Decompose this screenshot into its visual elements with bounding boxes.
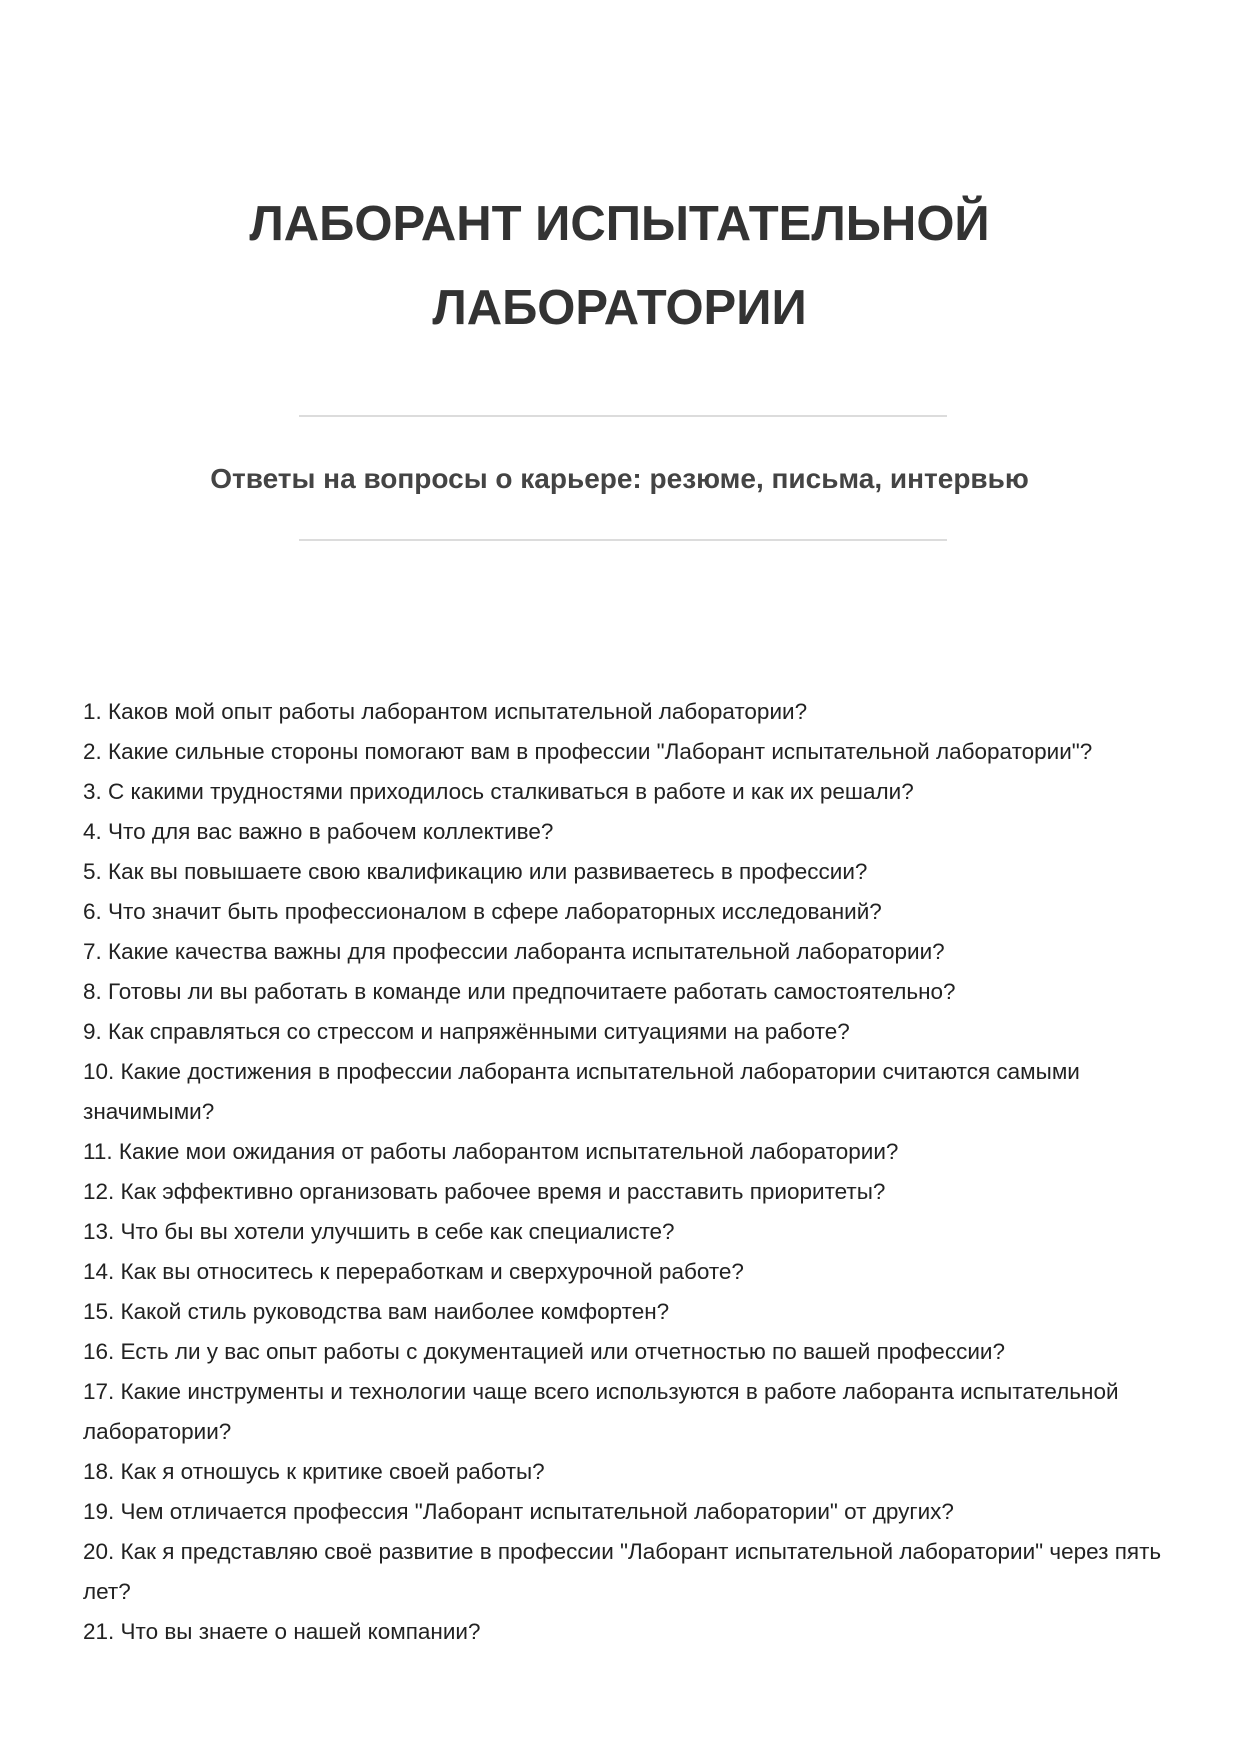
question-item-13: 13. Что бы вы хотели улучшить в себе как специалисте? (83, 1219, 675, 1244)
question-item-2: 2. Какие сильные стороны помогают вам в профессии "Лаборант испытательной лаборатории"? (83, 739, 1093, 764)
question-item-17: 17. Какие инструменты и технологии чаще всего используются в работе лаборанта испытательной лаборатории? (83, 1379, 1119, 1444)
divider-top (299, 415, 947, 417)
question-item-20: 20. Как я представляю своё развитие в профессии "Лаборант испытательной лаборатории" через пять лет? (83, 1539, 1162, 1604)
question-item-5: 5. Как вы повышаете свою квалификацию или развиваетесь в профессии? (83, 859, 868, 884)
question-item-1: 1. Каков мой опыт работы лаборантом испытательной лаборатории? (83, 699, 808, 724)
question-item-18: 18. Как я отношусь к критике своей работы? (83, 1459, 545, 1484)
question-item-6: 6. Что значит быть профессионалом в сфере лабораторных исследований? (83, 899, 882, 924)
question-item-4: 4. Что для вас важно в рабочем коллективе? (83, 819, 554, 844)
question-item-15: 15. Какой стиль руководства вам наиболее комфортен? (83, 1299, 670, 1324)
question-item-21: 21. Что вы знаете о нашей компании? (83, 1619, 481, 1644)
question-item-7: 7. Какие качества важны для профессии лаборанта испытательной лаборатории? (83, 939, 945, 964)
question-item-16: 16. Есть ли у вас опыт работы с документацией или отчетностью по вашей профессии? (83, 1339, 1005, 1364)
page-subtitle: Ответы на вопросы о карьере: резюме, письма, интервью (210, 463, 1029, 494)
question-item-11: 11. Какие мои ожидания от работы лаборантом испытательной лаборатории? (83, 1139, 899, 1164)
title-line-2: ЛАБОРАТОРИИ (432, 281, 807, 335)
page-title (150, 182, 1089, 350)
title-line-1: ЛАБОРАНТ ИСПЫТАТЕЛЬНОЙ (249, 197, 990, 251)
question-item-3: 3. С какими трудностями приходилось сталкиваться в работе и как их решали? (83, 779, 914, 804)
question-item-8: 8. Готовы ли вы работать в команде или предпочитаете работать самостоятельно? (83, 979, 956, 1004)
questions-list (83, 692, 1163, 1652)
question-item-19: 19. Чем отличается профессия "Лаборант испытательной лаборатории" от других? (83, 1499, 954, 1524)
question-item-9: 9. Как справляться со стрессом и напряжёнными ситуациями на работе? (83, 1019, 850, 1044)
divider-bottom (299, 539, 947, 541)
question-item-10: 10. Какие достижения в профессии лаборанта испытательной лаборатории считаются самыми значимыми? (83, 1059, 1080, 1124)
question-item-14: 14. Как вы относитесь к переработкам и сверхурочной работе? (83, 1259, 744, 1284)
question-item-12: 12. Как эффективно организовать рабочее время и расставить приоритеты? (83, 1179, 886, 1204)
